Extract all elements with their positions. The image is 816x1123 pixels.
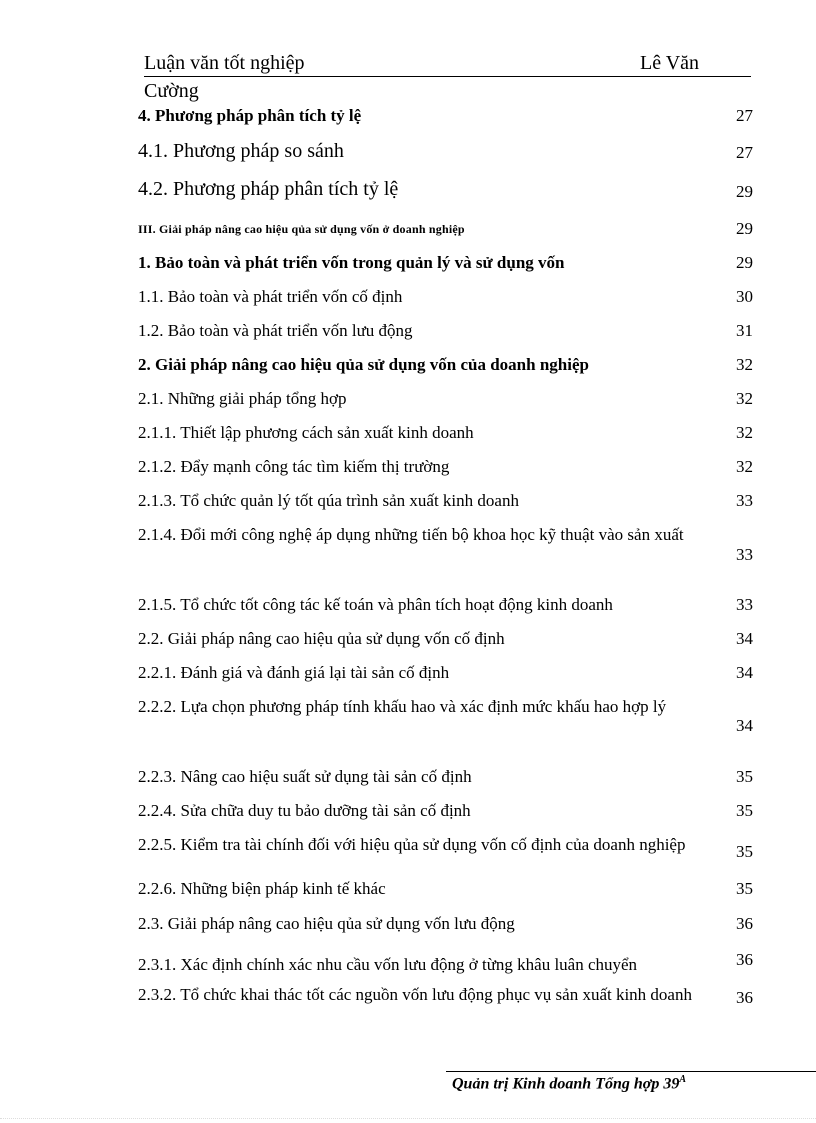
toc-entry-title: 2.2.4. Sửa chữa duy tu bảo dưỡng tài sản cố định <box>138 801 471 820</box>
toc-entry <box>138 246 753 280</box>
footer-superscript: A <box>679 1074 687 1085</box>
toc-entry <box>138 872 753 906</box>
toc-entry-page: 34 <box>736 663 753 682</box>
toc-entry-title: 4.2. Phương pháp phân tích tỷ lệ <box>138 178 399 200</box>
toc-entry-page: 33 <box>736 595 753 614</box>
toc-entry <box>138 794 753 828</box>
toc-entry-page: 31 <box>736 321 753 340</box>
header-rule <box>144 76 751 77</box>
toc-entry-page: 33 <box>736 545 753 564</box>
toc-entry-title: 1.2. Bảo toàn và phát triển vốn lưu động <box>138 321 413 340</box>
toc-entry-title: 1.1. Bảo toàn và phát triển vốn cố định <box>138 287 403 306</box>
header-author-continuation: Cường <box>144 80 199 102</box>
toc-entry-title: 2.1.5. Tổ chức tốt công tác kế toán và phân tích hoạt động kinh doanh <box>138 595 613 614</box>
toc-entry <box>138 760 753 794</box>
toc-entry <box>138 907 753 941</box>
toc-entry-page: 32 <box>736 355 753 374</box>
toc-entry-page: 27 <box>736 143 753 162</box>
toc-entry-title: 4. Phương pháp phân tích tỷ lệ <box>138 106 362 125</box>
toc-entry-page: 32 <box>736 457 753 476</box>
toc-entry <box>138 348 753 382</box>
toc-entry <box>138 588 753 622</box>
toc-entry-title: 1. Bảo toàn và phát triển vốn trong quản lý và sử dụng vốn <box>138 253 565 272</box>
footer-label: Quản trị Kinh doanh Tổng hợp 39 <box>452 1075 680 1093</box>
toc-entry <box>138 314 753 348</box>
toc-entry <box>138 172 753 208</box>
toc-entry <box>138 280 753 314</box>
toc-entry-title: 2.1. Những giải pháp tổng hợp <box>138 389 347 408</box>
footer-text <box>452 1074 686 1093</box>
toc-entry-page: 29 <box>736 182 753 201</box>
toc-entry-page: 29 <box>736 253 753 272</box>
toc-entry <box>138 450 753 484</box>
toc-entry-title: 2.1.1. Thiết lập phương cách sản xuất kinh doanh <box>138 423 474 442</box>
toc-entry-title: 4.1. Phương pháp so sánh <box>138 140 344 162</box>
toc-entry <box>138 656 753 690</box>
toc-entry <box>138 690 753 758</box>
toc-entry-title: 2. Giải pháp nâng cao hiệu qủa sử dụng vốn của doanh nghiệp <box>138 355 589 374</box>
header-author: Lê Văn <box>640 52 700 74</box>
toc-entry-page: 36 <box>736 950 753 969</box>
toc-entry-page: 35 <box>736 801 753 820</box>
toc-entry-page: 35 <box>736 767 753 786</box>
toc-entry-page: 32 <box>736 389 753 408</box>
toc-entry-title: 2.2.3. Nâng cao hiệu suất sử dụng tài sản cố định <box>138 767 472 786</box>
toc-entry-page: 30 <box>736 287 753 306</box>
toc-entry-title: 2.2. Giải pháp nâng cao hiệu qủa sử dụng vốn cố định <box>138 629 505 648</box>
toc-entry-title: III. Giải pháp nâng cao hiệu qủa sử dụng vốn ở doanh nghiệp <box>138 222 465 236</box>
toc-entry <box>138 518 753 586</box>
toc-entry-title: 2.1.4. Đổi mới công nghệ áp dụng những tiến bộ khoa học kỹ thuật vào sản xuất <box>138 525 684 544</box>
toc-entry <box>138 212 753 246</box>
toc-entry <box>138 134 753 170</box>
toc-entry-page: 35 <box>736 879 753 898</box>
toc-entry-title: 2.2.1. Đánh giá và đánh giá lại tài sản cố định <box>138 663 450 682</box>
toc-entry-page: 36 <box>736 914 753 933</box>
page-bottom-edge <box>0 1118 816 1119</box>
header-title: Luận văn tốt nghiệp <box>144 52 305 74</box>
toc-entry <box>138 382 753 416</box>
toc-entry <box>138 99 753 133</box>
toc-entry-page: 27 <box>736 106 753 125</box>
toc-entry <box>138 984 753 1028</box>
footer-rule <box>446 1071 816 1072</box>
toc-entry <box>138 416 753 450</box>
toc-entry-title: 2.3. Giải pháp nâng cao hiệu qủa sử dụng vốn lưu động <box>138 914 515 933</box>
toc-entry-page: 34 <box>736 629 753 648</box>
toc-entry <box>138 484 753 518</box>
toc-entry-page: 36 <box>736 988 753 1007</box>
toc-entry-title: 2.2.6. Những biện pháp kinh tế khác <box>138 879 386 898</box>
toc-entry-page: 34 <box>736 716 753 735</box>
toc-entry-title: 2.3.2. Tổ chức khai thác tốt các nguồn vốn lưu động phục vụ sản xuất kinh doanh <box>138 985 692 1004</box>
toc-entry <box>138 622 753 656</box>
toc-entry-title: 2.2.2. Lựa chọn phương pháp tính khấu hao và xác định mức khấu hao hợp lý <box>138 697 667 716</box>
toc-entry-page: 32 <box>736 423 753 442</box>
toc-entry-title: 2.3.1. Xác định chính xác nhu cầu vốn lưu động ở từng khâu luân chuyển <box>138 955 638 974</box>
toc-entry-title: 2.1.2. Đẩy mạnh công tác tìm kiếm thị trường <box>138 457 450 476</box>
toc-entry-title: 2.1.3. Tổ chức quản lý tốt qúa trình sản xuất kinh doanh <box>138 491 519 510</box>
toc-entry-page: 29 <box>736 219 753 238</box>
toc-entry-page: 35 <box>736 842 753 861</box>
toc-entry-page: 33 <box>736 491 753 510</box>
toc-entry <box>138 948 753 982</box>
toc-entry-title: 2.2.5. Kiểm tra tài chính đối với hiệu qủa sử dụng vốn cố định của doanh nghiệp <box>138 835 686 854</box>
